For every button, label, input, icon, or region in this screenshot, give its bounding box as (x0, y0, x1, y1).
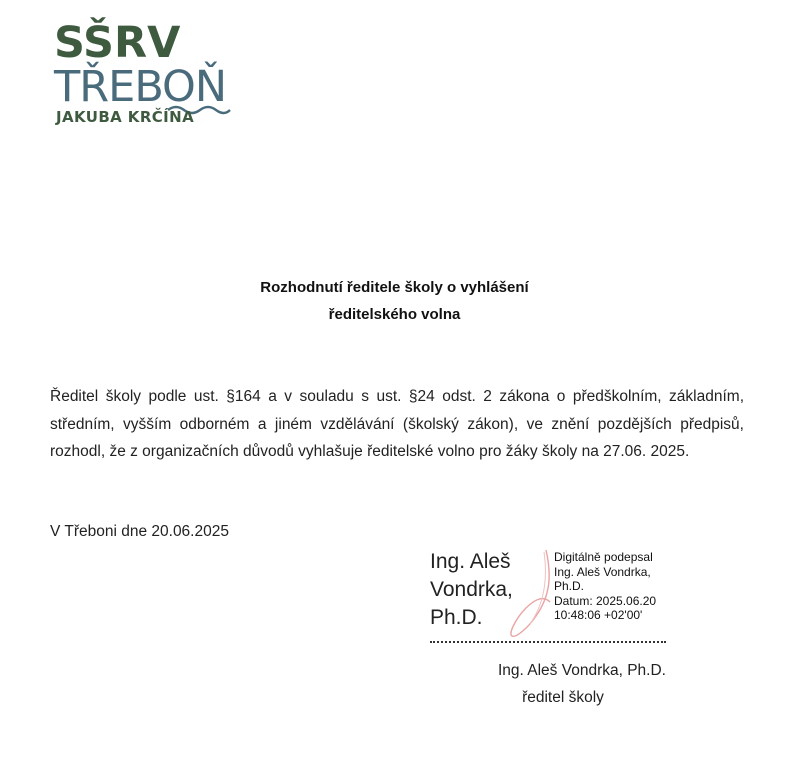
signer-role: ředitel školy (522, 689, 604, 706)
digital-signature-block (430, 546, 670, 646)
signature-name-large (430, 548, 550, 632)
signer-name: Ing. Aleš Vondrka, Ph.D. (497, 662, 666, 679)
stamp-line-2: Ing. Aleš Vondrka, (554, 564, 651, 579)
signature-name-line-2: Vondrka, (430, 578, 513, 601)
stamp-line-5: 10:48:06 +02'00' (554, 608, 643, 623)
logo-text-ssrv: SŠRV (54, 18, 181, 68)
school-logo (54, 20, 244, 130)
title-line-1: Rozhodnutí ředitele školy o vyhlášení (260, 279, 529, 296)
signature-stamp-text (554, 550, 674, 623)
signature-name-line-3: Ph.D. (430, 606, 483, 629)
logo-text-jakuba-krcina: JAKUBA KRČÍNA (56, 108, 195, 126)
decision-body-text: Ředitel školy podle ust. §164 a v souladu s ust. §24 odst. 2 zákona o předškolním, základním, středním, vyšším odborném a jiném vzdělávání (školský zákon), ve znění pozdějších předpisů, rozhodl, že z organizačních důvodů vyhlašuje ředitelské volno pro žáky školy na 27.06. 2025. (50, 388, 744, 460)
signature-name-line-1: Ing. Aleš (430, 550, 511, 573)
logo-text-trebon: TŘEBOŇ (54, 62, 227, 112)
place-and-date: V Třeboni dne 20.06.2025 (50, 523, 229, 540)
stamp-line-3: Ph.D. (554, 579, 585, 594)
stamp-line-1: Digitálně podepsal (554, 550, 653, 564)
signature-dotted-line (430, 641, 666, 643)
document-title (0, 274, 789, 328)
stamp-line-4: Datum: 2025.06.20 (554, 593, 657, 608)
title-line-2: ředitelského volna (328, 306, 461, 323)
